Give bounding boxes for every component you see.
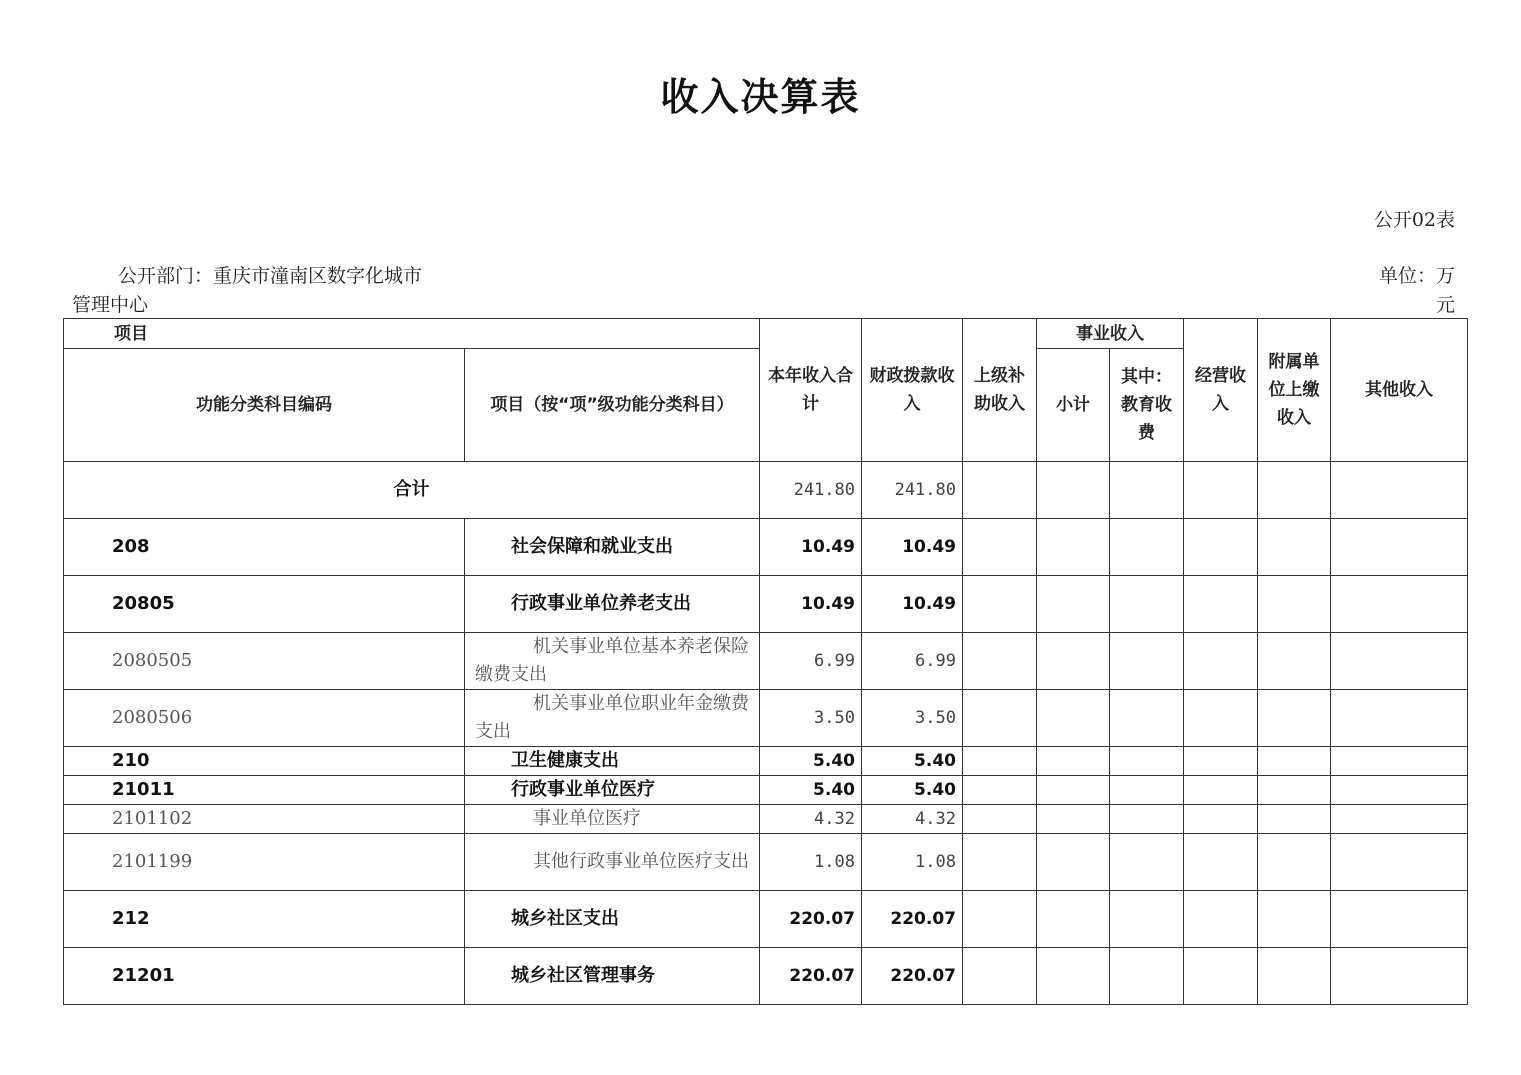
- row-name: 城乡社区管理事务: [465, 948, 760, 1005]
- row-total: 10.49: [760, 519, 862, 576]
- row-total: 1.08: [760, 834, 862, 891]
- header-affiliated: 附属单位上缴收入: [1258, 319, 1331, 462]
- header-total: 本年收入合计: [760, 319, 862, 462]
- table-row: [64, 690, 1468, 747]
- row-total: 5.40: [760, 747, 862, 776]
- header-func-code: 功能分类科目编码: [64, 349, 465, 462]
- row-fiscal: 10.49: [862, 519, 963, 576]
- row-fiscal: 1.08: [862, 834, 963, 891]
- row-name: 行政事业单位医疗: [465, 776, 760, 805]
- row-code: 208: [64, 519, 465, 576]
- row-code: 210: [64, 747, 465, 776]
- table-row: [64, 633, 1468, 690]
- total-fiscal: 241.80: [862, 462, 963, 519]
- row-code: 2101199: [64, 834, 465, 891]
- income-table: [63, 318, 1468, 1005]
- total-label: 合计: [64, 462, 760, 519]
- row-total: 3.50: [760, 690, 862, 747]
- row-fiscal: 220.07: [862, 948, 963, 1005]
- row-fiscal: 6.99: [862, 633, 963, 690]
- table-row: [64, 776, 1468, 805]
- row-total: 6.99: [760, 633, 862, 690]
- row-code: 21011: [64, 776, 465, 805]
- table-row: [64, 805, 1468, 834]
- header-other: 其他收入: [1331, 319, 1468, 462]
- header-operation: 经营收入: [1184, 319, 1258, 462]
- table-row: [64, 948, 1468, 1005]
- unit-label: 单位：万元: [1378, 265, 1455, 316]
- row-name: 事业单位医疗: [465, 805, 760, 834]
- row-total: 220.07: [760, 891, 862, 948]
- header-business: 事业收入: [1037, 319, 1184, 349]
- page-title: 收入决算表: [660, 75, 861, 119]
- row-fiscal: 3.50: [862, 690, 963, 747]
- header-fiscal: 财政拨款收入: [862, 319, 963, 462]
- table-row: [64, 519, 1468, 576]
- department-label: 公开部门：重庆市潼南区数字化城市管理中心: [72, 265, 423, 316]
- header-item-group: 项目: [64, 319, 760, 349]
- row-total: 5.40: [760, 776, 862, 805]
- row-code: 2080506: [64, 690, 465, 747]
- row-code: 2101102: [64, 805, 465, 834]
- row-name: 其他行政事业单位医疗支出: [465, 834, 760, 891]
- table-row: [64, 747, 1468, 776]
- row-name: 行政事业单位养老支出: [465, 576, 760, 633]
- header-func-name: 项目（按“项”级功能分类科目）: [465, 349, 760, 462]
- table-row: [64, 834, 1468, 891]
- row-name: 卫生健康支出: [465, 747, 760, 776]
- row-code: 20805: [64, 576, 465, 633]
- row-total: 10.49: [760, 576, 862, 633]
- row-code: 212: [64, 891, 465, 948]
- row-name: 机关事业单位基本养老保险缴费支出: [465, 633, 760, 690]
- row-code: 2080505: [64, 633, 465, 690]
- row-name: 机关事业单位职业年金缴费支出: [465, 690, 760, 747]
- row-code: 21201: [64, 948, 465, 1005]
- row-fiscal: 4.32: [862, 805, 963, 834]
- row-name: 城乡社区支出: [465, 891, 760, 948]
- table-body: [64, 319, 1468, 1005]
- row-name: 社会保障和就业支出: [465, 519, 760, 576]
- row-fiscal: 5.40: [862, 747, 963, 776]
- table-row: [64, 891, 1468, 948]
- total-income: 241.80: [760, 462, 862, 519]
- row-total: 4.32: [760, 805, 862, 834]
- header-education: 其中：教育收费: [1110, 349, 1184, 462]
- header-superior: 上级补助收入: [963, 319, 1037, 462]
- table-row: [64, 576, 1468, 633]
- row-fiscal: 10.49: [862, 576, 963, 633]
- row-fiscal: 220.07: [862, 891, 963, 948]
- header-subtotal: 小计: [1037, 349, 1110, 462]
- row-fiscal: 5.40: [862, 776, 963, 805]
- form-number: 公开02表: [1373, 209, 1455, 231]
- row-total: 220.07: [760, 948, 862, 1005]
